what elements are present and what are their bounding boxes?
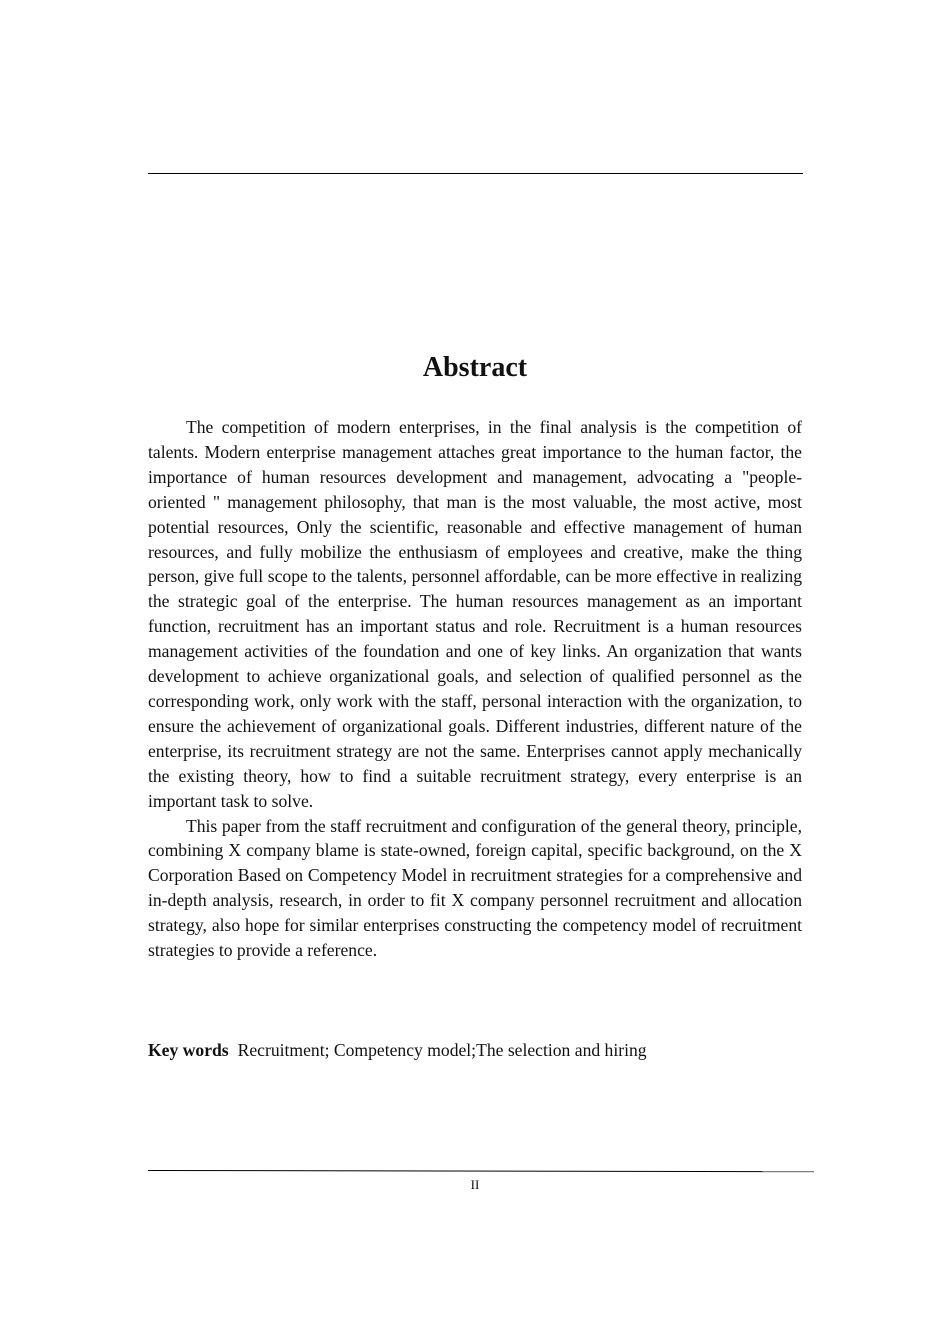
keywords-line bbox=[148, 1038, 802, 1063]
header-rule bbox=[148, 173, 803, 174]
abstract-paragraph-1: The competition of modern enterprises, in the final analysis is the competition of talents. Modern enterprise management attaches great importance to the human factor, the importance of human resources development and management, advocating a "people-oriented " management philosophy, that man is the most valuable, the most active, most potential resources, Only the scientific, reasonable and effective management of human resources, and fully mobilize the enthusiasm of employees and creative, make the thing person, give full scope to the talents, personnel affordable, can be more effective in realizing the strategic goal of the enterprise. The human resources management as an important function, recruitment has an important status and role. Recruitment is a human resources management activities of the foundation and one of key links. An organization that wants development to achieve organizational goals, and selection of qualified personnel as the corresponding work, only work with the staff, personal interaction with the organization, to ensure the achievement of organizational goals. Different industries, different nature of the enterprise, its recruitment strategy are not the same. Enterprises cannot apply mechanically the existing theory, how to find a suitable recruitment strategy, every enterprise is an important task to solve. bbox=[148, 417, 802, 811]
keywords-label: Key words bbox=[148, 1040, 229, 1060]
abstract-title: Abstract bbox=[422, 352, 528, 383]
abstract-paragraph-2: This paper from the staff recruitment and configuration of the general theory, principle, combining X company blame is state-owned, foreign capital, specific background, on the X Corporation Based on Competency Model in recruitment strategies for a comprehensive and in-depth analysis, research, in order to fit X company personnel recruitment and allocation strategy, also hope for similar enterprises constructing the competency model of recruitment strategies to provide a reference. bbox=[148, 815, 802, 961]
abstract-body bbox=[148, 415, 802, 963]
keywords-text: Recruitment; Competency model;The selection and hiring bbox=[237, 1040, 647, 1060]
footer-rule bbox=[148, 1170, 814, 1172]
page-number: II bbox=[470, 1177, 480, 1192]
